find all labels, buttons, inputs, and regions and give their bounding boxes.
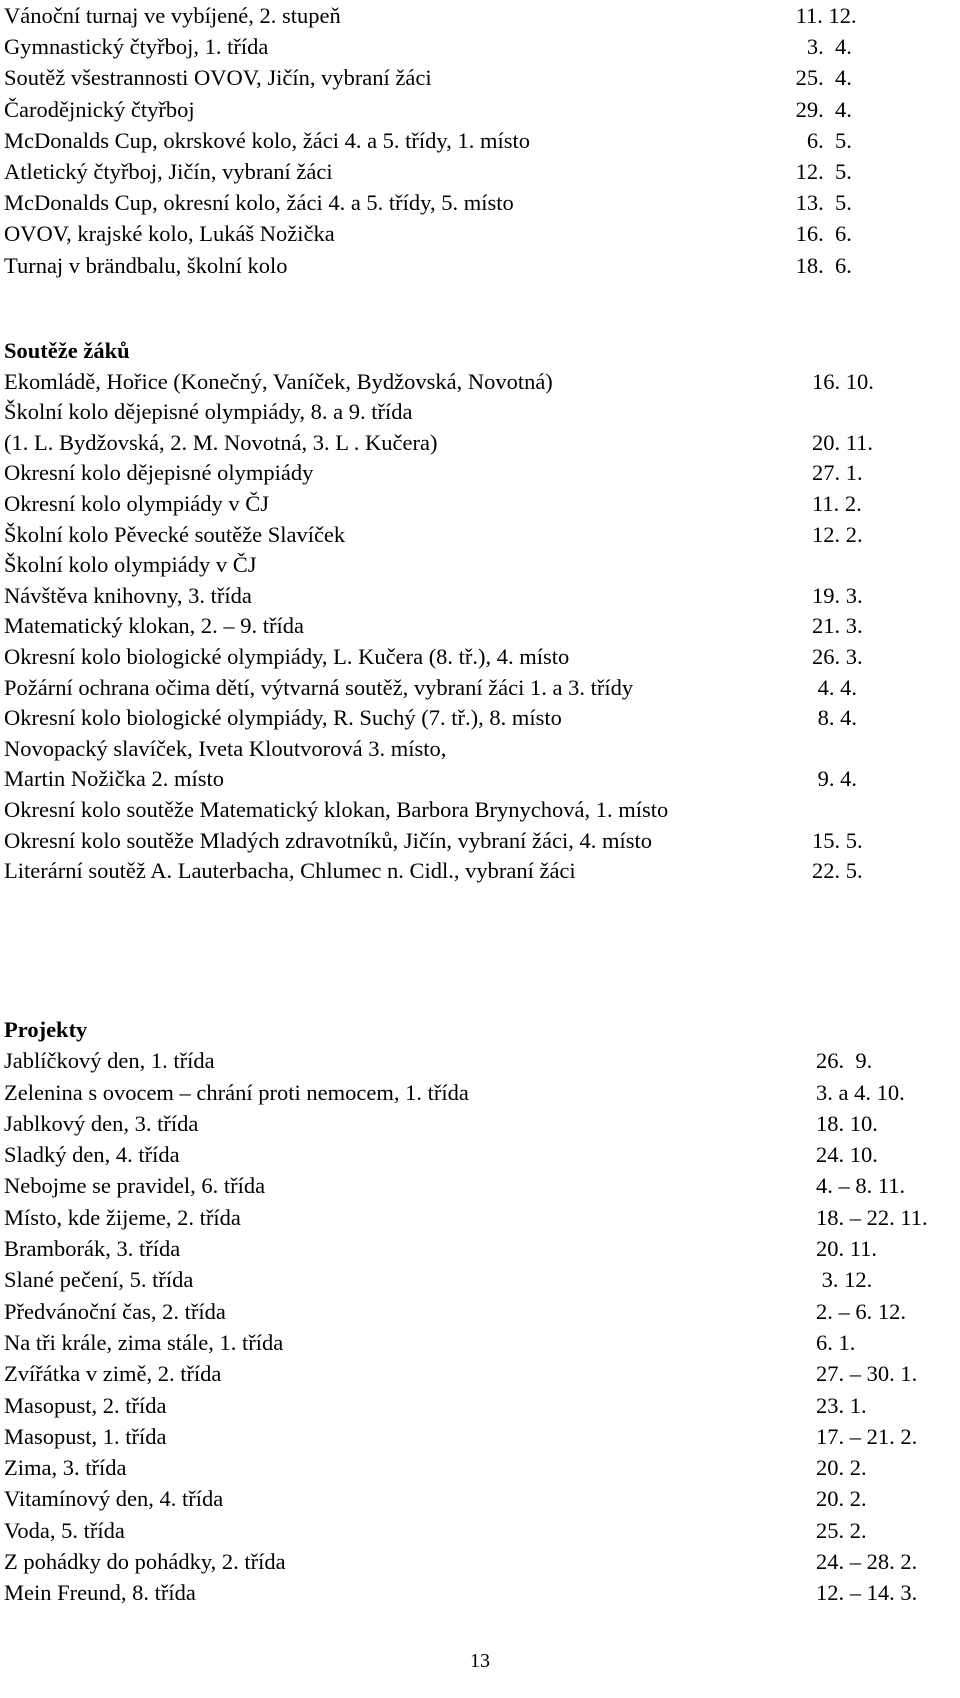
competition-date: 4. 4.	[812, 674, 857, 700]
competition-text: Novopacký slavíček, Iveta Kloutvorová 3. místo,	[4, 735, 447, 761]
competition-text: (1. L. Bydžovská, 2. M. Novotná, 3. L . Kučera)	[4, 429, 438, 455]
competition-text: Požární ochrana očima dětí, výtvarná soutěž, vybraní žáci 1. a 3. třídy	[4, 674, 634, 700]
competition-date: 11. 2.	[812, 490, 862, 516]
page-number: 13	[470, 1650, 490, 1672]
section-projects	[0, 1014, 960, 1609]
event-text: McDonalds Cup, okrskové kolo, žáci 4. a 5. třídy, 1. místo	[4, 127, 530, 153]
competition-date: 26. 3.	[812, 643, 863, 669]
project-date: 25. 2.	[816, 1517, 867, 1543]
event-row	[0, 156, 960, 187]
event-row	[0, 218, 960, 249]
event-row	[0, 94, 960, 125]
event-text: McDonalds Cup, okresní kolo, žáci 4. a 5. třídy, 5. místo	[4, 190, 514, 216]
competition-text: Ekomládě, Hořice (Konečný, Vaníček, Bydžovská, Novotná)	[4, 368, 553, 394]
project-row	[0, 1139, 960, 1170]
project-text: Masopust, 2. třída	[4, 1392, 167, 1418]
competition-text: Okresní kolo biologické olympiády, L. Kučera (8. tř.), 4. místo	[4, 643, 570, 669]
project-date: 6. 1.	[816, 1329, 856, 1355]
competition-text: Okresní kolo dějepisné olympiády	[4, 460, 314, 486]
section-heading	[0, 1014, 960, 1045]
competition-row	[0, 397, 960, 428]
event-date: 13. 5.	[790, 190, 852, 216]
event-row	[0, 0, 960, 31]
competition-text: Návštěva knihovny, 3. třída	[4, 582, 252, 608]
project-text: Sladký den, 4. třída	[4, 1142, 180, 1168]
project-date: 17. – 21. 2.	[816, 1423, 918, 1449]
competition-text: Školní kolo Pěvecké soutěže Slavíček	[4, 521, 346, 547]
competition-row	[0, 673, 960, 704]
project-row	[0, 1170, 960, 1201]
project-row	[0, 1421, 960, 1452]
project-text: Slané pečení, 5. třída	[4, 1267, 194, 1293]
project-date: 18. 10.	[816, 1110, 878, 1136]
competition-text: Okresní kolo soutěže Mladých zdravotníků, Jičín, vybraní žáci, 4. místo	[4, 827, 652, 853]
project-date: 20. 2.	[816, 1486, 867, 1512]
competition-row	[0, 856, 960, 887]
project-date: 20. 2.	[816, 1455, 867, 1481]
event-date: 16. 6.	[790, 221, 852, 247]
event-date: 11. 12.	[790, 3, 857, 28]
competition-text: Okresní kolo olympiády v ČJ	[4, 490, 269, 516]
project-row	[0, 1546, 960, 1577]
project-row	[0, 1296, 960, 1327]
project-row	[0, 1202, 960, 1233]
event-date: 29. 4.	[790, 96, 852, 122]
project-date: 20. 11.	[816, 1236, 878, 1262]
project-date: 12. – 14. 3.	[816, 1580, 918, 1606]
project-text: Na tři krále, zima stále, 1. třída	[4, 1329, 284, 1355]
event-text: Soutěž všestrannosti OVOV, Jičín, vybraní žáci	[4, 65, 432, 91]
project-text: Bramborák, 3. třída	[4, 1236, 181, 1262]
project-text: Voda, 5. třída	[4, 1517, 125, 1543]
competition-row	[0, 520, 960, 551]
event-text: OVOV, krajské kolo, Lukáš Nožička	[4, 221, 335, 247]
project-date: 4. – 8. 11.	[816, 1173, 906, 1199]
event-date: 6. 5.	[790, 127, 852, 153]
competition-date: 15. 5.	[812, 827, 863, 853]
event-text: Gymnastický čtyřboj, 1. třída	[4, 34, 269, 60]
competition-date: 20. 11.	[812, 429, 874, 455]
competition-row	[0, 550, 960, 581]
project-row	[0, 1045, 960, 1076]
event-date: 12. 5.	[790, 158, 852, 184]
project-row	[0, 1108, 960, 1139]
project-text: Jablkový den, 3. třída	[4, 1110, 199, 1136]
competition-date: 22. 5.	[812, 858, 863, 884]
event-date: 18. 6.	[790, 252, 852, 278]
project-text: Masopust, 1. třída	[4, 1423, 167, 1449]
competition-row	[0, 764, 960, 795]
project-date: 24. – 28. 2.	[816, 1549, 918, 1575]
project-text: Předvánoční čas, 2. třída	[4, 1298, 226, 1324]
event-date: 3. 4.	[790, 34, 852, 60]
project-date: 18. – 22. 11.	[816, 1204, 928, 1230]
competition-row	[0, 795, 960, 826]
project-row	[0, 1358, 960, 1389]
project-row	[0, 1327, 960, 1358]
project-text: Zvířátka v zimě, 2. třída	[4, 1361, 222, 1387]
event-date: 25. 4.	[790, 65, 852, 91]
competition-text: Martin Nožička 2. místo	[4, 766, 224, 792]
competition-row	[0, 826, 960, 857]
project-text: Nebojme se pravidel, 6. třída	[4, 1173, 266, 1199]
project-text: Zelenina s ovocem – chrání proti nemocem, 1. třída	[4, 1079, 469, 1105]
competition-row	[0, 642, 960, 673]
project-text: Z pohádky do pohádky, 2. třída	[4, 1549, 286, 1575]
project-text: Mein Freund, 8. třída	[4, 1580, 196, 1606]
competition-text: Školní kolo olympiády v ČJ	[4, 552, 257, 578]
competition-row	[0, 734, 960, 765]
competition-date: 9. 4.	[812, 766, 857, 792]
project-date: 23. 1.	[816, 1392, 867, 1418]
competition-row	[0, 611, 960, 642]
project-text: Místo, kde žijeme, 2. třída	[4, 1204, 241, 1230]
competition-text: Okresní kolo soutěže Matematický klokan, Barbora Brynychová, 1. místo	[4, 796, 669, 822]
event-row	[0, 250, 960, 281]
competition-text: Školní kolo dějepisné olympiády, 8. a 9. třída	[4, 399, 413, 425]
competition-date: 8. 4.	[812, 705, 857, 731]
competition-text: Literární soutěž A. Lauterbacha, Chlumec n. Cidl., vybraní žáci	[4, 858, 576, 884]
competition-row	[0, 703, 960, 734]
project-row	[0, 1233, 960, 1264]
project-text: Vitamínový den, 4. třída	[4, 1486, 224, 1512]
project-row	[0, 1077, 960, 1108]
competition-row	[0, 489, 960, 520]
competition-row	[0, 367, 960, 398]
section-sports-events	[0, 0, 960, 281]
competition-date: 27. 1.	[812, 460, 863, 486]
event-row	[0, 31, 960, 62]
section-heading-text: Projekty	[4, 1017, 88, 1042]
project-date: 2. – 6. 12.	[816, 1298, 906, 1324]
event-text: Čarodějnický čtyřboj	[4, 96, 195, 122]
section-student-competitions	[0, 336, 960, 887]
competition-date: 21. 3.	[812, 613, 863, 639]
competition-text: Okresní kolo biologické olympiády, R. Suchý (7. tř.), 8. místo	[4, 705, 562, 731]
project-date: 24. 10.	[816, 1142, 878, 1168]
competition-date: 12. 2.	[812, 521, 863, 547]
project-row	[0, 1483, 960, 1514]
section-heading	[0, 336, 960, 367]
competition-row	[0, 581, 960, 612]
competition-date: 16. 10.	[812, 368, 874, 394]
event-row	[0, 125, 960, 156]
project-date: 27. – 30. 1.	[816, 1361, 918, 1387]
event-text: Turnaj v brändbalu, školní kolo	[4, 252, 288, 278]
project-row	[0, 1577, 960, 1608]
project-date: 26. 9.	[816, 1048, 873, 1074]
competition-row	[0, 428, 960, 459]
competition-date: 19. 3.	[812, 582, 863, 608]
section-heading-text: Soutěže žáků	[4, 338, 130, 363]
event-row	[0, 187, 960, 218]
project-row	[0, 1515, 960, 1546]
event-text: Atletický čtyřboj, Jičín, vybraní žáci	[4, 158, 333, 184]
project-text: Zima, 3. třída	[4, 1455, 127, 1481]
project-row	[0, 1264, 960, 1295]
competition-row	[0, 458, 960, 489]
project-date: 3. a 4. 10.	[816, 1079, 905, 1105]
project-text: Jablíčkový den, 1. třída	[4, 1048, 215, 1074]
project-row	[0, 1390, 960, 1421]
event-row	[0, 62, 960, 93]
competition-text: Matematický klokan, 2. – 9. třída	[4, 613, 304, 639]
event-text: Vánoční turnaj ve vybíjené, 2. stupeň	[4, 3, 341, 28]
project-date: 3. 12.	[816, 1267, 873, 1293]
project-row	[0, 1452, 960, 1483]
